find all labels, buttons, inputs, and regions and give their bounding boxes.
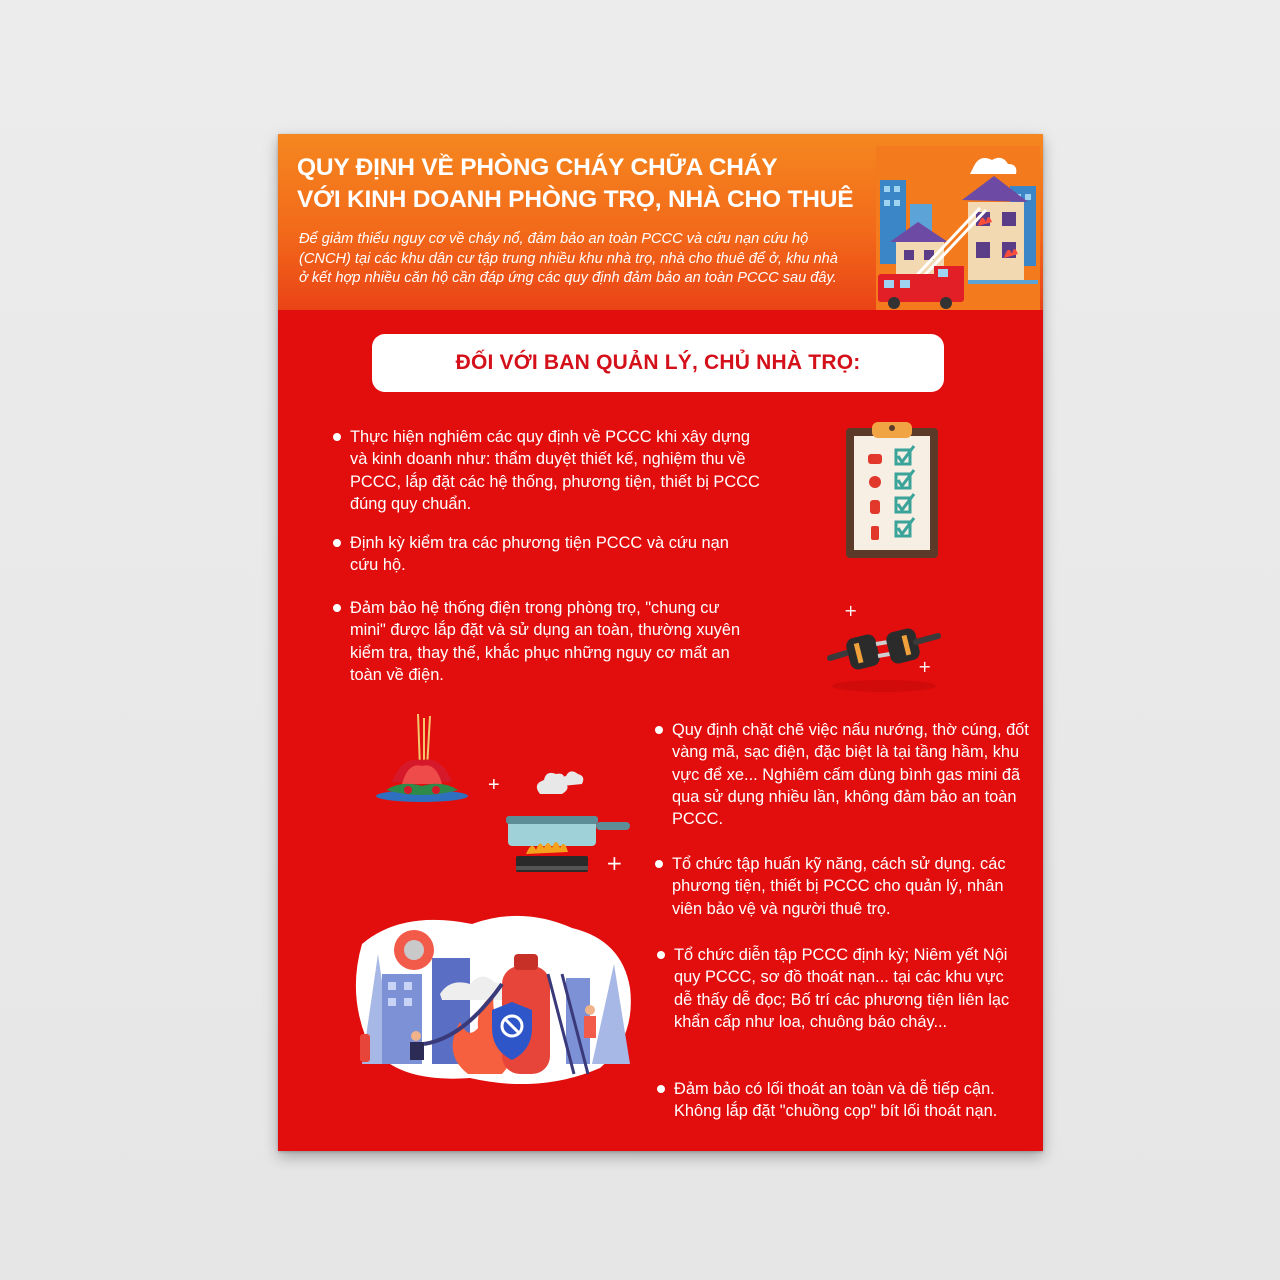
bullet-dot	[333, 604, 341, 612]
bullet-text: Tổ chức diễn tập PCCC định kỳ; Niêm yết Nội quy PCCC, sơ đồ thoát nạn... tại các khu vực dễ thấy dễ đọc; Bố trí các phương tiện liên lạc khẩn cấp như loa, chuông báo cháy...	[674, 946, 1010, 1031]
list-item	[350, 532, 730, 577]
bullet-text: Định kỳ kiểm tra các phương tiện PCCC và cứu nạn cứu hộ.	[350, 534, 729, 575]
intro-text: Để giảm thiểu nguy cơ về cháy nổ, đảm bảo an toàn PCCC và cứu nạn cứu hộ (CNCH) tại các khu dân cư tập trung nhiều khu nhà trọ, nhà cho thuê để ở, khu nhà ở kết hợp nhiều căn hộ cần đáp ứng các quy định đảm bảo an toàn PCCC sau đây.	[299, 231, 838, 286]
list-item	[672, 853, 1032, 920]
bullet-dot	[333, 539, 341, 547]
incense-lotus-icon	[372, 712, 472, 804]
plus-sign: +	[488, 774, 500, 796]
title-line-1: QUY ĐỊNH VỀ PHÒNG CHÁY CHỮA CHÁY	[297, 154, 778, 181]
burning-house-firetruck-icon	[876, 146, 1040, 310]
bullet-text: Tổ chức tập huấn kỹ năng, cách sử dụng. các phương tiện, thiết bị PCCC cho quản lý, nhân viên bảo vệ và người thuê trọ.	[672, 855, 1006, 918]
section-heading: ĐỐI VỚI BAN QUẢN LÝ, CHỦ NHÀ TRỌ:	[455, 351, 861, 374]
page-title	[297, 152, 887, 216]
bullet-text: Đảm bảo có lối thoát an toàn và dễ tiếp cận. Không lắp đặt "chuồng cọp" bít lối thoát nạn.	[674, 1080, 998, 1121]
bullet-dot	[657, 951, 665, 959]
firefighters-scene-icon	[352, 914, 634, 1084]
svg-text:+: +	[606, 851, 623, 875]
title-line-2: VỚI KINH DOANH PHÒNG TRỌ, NHÀ CHO THUÊ	[297, 186, 854, 213]
bullet-text: Thực hiện nghiêm các quy định về PCCC khi xây dựng và kinh doanh như: thẩm duyệt thiết kế, nghiệm thu về PCCC, lắp đặt các hệ thống, phương tiện, thiết bị PCCC đúng quy chuẩn.	[350, 428, 760, 513]
cooking-pot-icon	[506, 770, 636, 880]
bullet-dot	[655, 860, 663, 868]
bullet-text: Đảm bảo hệ thống điện trong phòng trọ, "chung cư mini" được lắp đặt và sử dụng an toàn, thường xuyên kiểm tra, thay thế, khắc phục những nguy cơ mất an toàn về điện.	[350, 599, 741, 684]
list-item	[672, 719, 1032, 830]
header	[278, 134, 1043, 310]
svg-text:+: +	[918, 657, 932, 676]
list-item	[350, 597, 750, 686]
list-item	[350, 426, 770, 515]
electric-plug-icon	[824, 602, 944, 694]
list-item	[674, 944, 1024, 1033]
checklist-clipboard-icon	[844, 418, 940, 560]
bullet-text: Quy định chặt chẽ việc nấu nướng, thờ cúng, đốt vàng mã, sạc điện, đặc biệt là tại tầng hầm, khu vực để xe... Nghiêm cấm dùng bình gas mini đã qua sử dụng nhiều lần, không đảm bảo an toàn PCCC.	[672, 721, 1029, 829]
poster	[278, 134, 1043, 1151]
svg-text:+: +	[844, 602, 858, 620]
bullet-dot	[655, 726, 663, 734]
section-banner	[372, 334, 944, 392]
bullet-dot	[657, 1085, 665, 1093]
list-item	[674, 1078, 1004, 1123]
bullet-dot	[333, 433, 341, 441]
